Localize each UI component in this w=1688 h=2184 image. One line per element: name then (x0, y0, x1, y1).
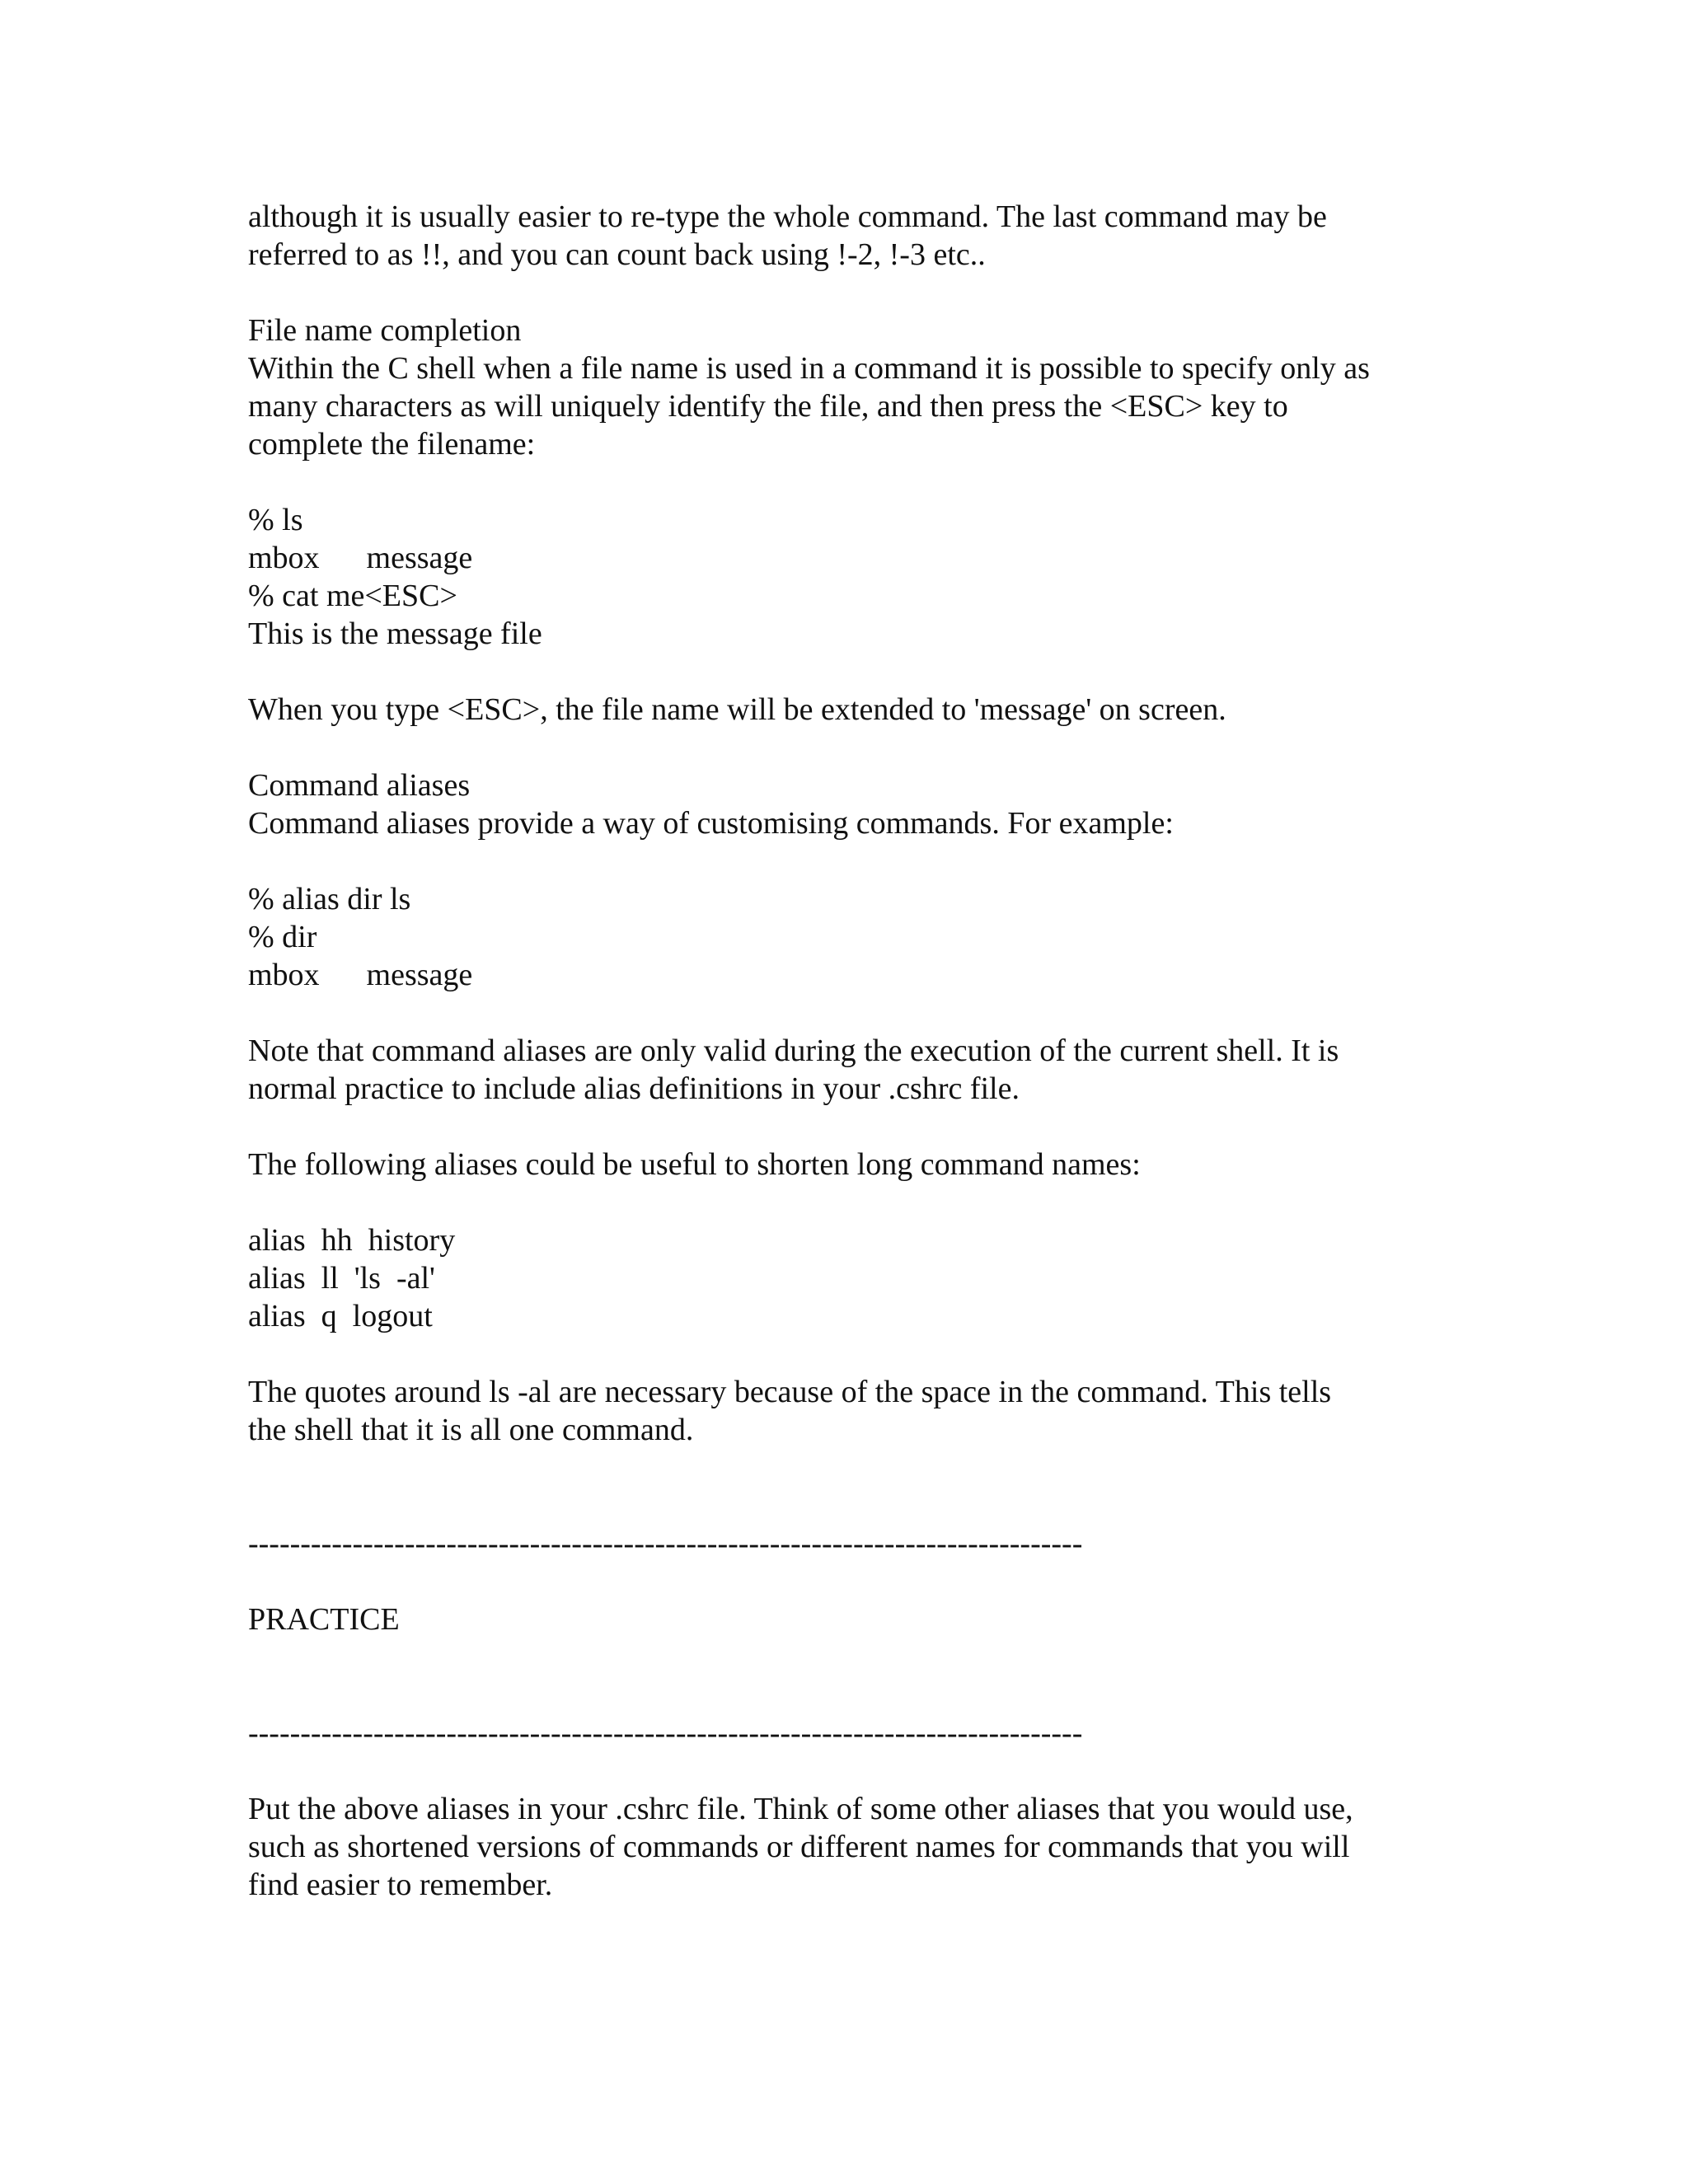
alias-definition-line-1: alias hh history (248, 1223, 456, 1258)
spacer (248, 842, 1468, 880)
alias-definition-line-3: alias q logout (248, 1299, 433, 1333)
section-heading-completion: File name completion (248, 313, 522, 348)
practice-heading: PRACTICE (248, 1602, 400, 1637)
aliases-example-line-2: % dir (248, 920, 317, 954)
practice-para-line-3: find easier to remember. (248, 1868, 553, 1902)
alias-definition-line-2: alias ll 'ls -al' (248, 1261, 435, 1296)
spacer (248, 1563, 1468, 1601)
spacer (248, 1752, 1468, 1790)
divider-bottom: -------------------------------------------------------------------------------- (248, 1716, 1083, 1750)
completion-para-line-2: many characters as will uniquely identify the file, and then press the <ESC> key to (248, 389, 1288, 424)
spacer (248, 1183, 1468, 1221)
completion-example-line-2: mbox message (248, 541, 473, 575)
spacer (248, 729, 1468, 766)
aliases-note-line-1: Note that command aliases are only valid during the execution of the current shell. It is (248, 1033, 1339, 1068)
section-heading-aliases: Command aliases (248, 768, 471, 803)
spacer (248, 1449, 1468, 1525)
completion-para-line-1: Within the C shell when a file name is used in a command it is possible to specify only as (248, 351, 1370, 386)
completion-example-line-1: % ls (248, 503, 303, 537)
practice-para-line-2: such as shortened versions of commands or different names for commands that you will (248, 1830, 1350, 1864)
spacer (248, 994, 1468, 1032)
divider-top: -------------------------------------------------------------------------------- (248, 1526, 1083, 1561)
aliases-example-line-3: mbox message (248, 958, 473, 992)
completion-example-line-4: This is the message file (248, 616, 542, 651)
intro-line-1: although it is usually easier to re-type the whole command. The last command may be (248, 199, 1327, 234)
quotes-line-1: The quotes around ls -al are necessary because of the space in the command. This tells (248, 1375, 1332, 1409)
document-body (248, 198, 1468, 1904)
quotes-line-2: the shell that it is all one command. (248, 1413, 694, 1447)
completion-para-line-3: complete the filename: (248, 427, 536, 462)
aliases-example-line-1: % alias dir ls (248, 882, 411, 916)
spacer (248, 1335, 1468, 1373)
spacer (248, 1108, 1468, 1146)
spacer (248, 653, 1468, 691)
aliases-intro: Command aliases provide a way of customising commands. For example: (248, 806, 1174, 841)
completion-note: When you type <ESC>, the file name will be extended to 'message' on screen. (248, 692, 1226, 727)
aliases-following: The following aliases could be useful to shorten long command names: (248, 1147, 1141, 1182)
aliases-note-line-2: normal practice to include alias definitions in your .cshrc file. (248, 1071, 1020, 1106)
practice-para-line-1: Put the above aliases in your .cshrc file. Think of some other aliases that you would use, (248, 1792, 1353, 1826)
spacer (248, 1638, 1468, 1714)
completion-example-line-3: % cat me<ESC> (248, 579, 457, 613)
spacer (248, 274, 1468, 312)
spacer (248, 463, 1468, 501)
intro-line-2: referred to as !!, and you can count back using !-2, !-3 etc.. (248, 237, 986, 272)
